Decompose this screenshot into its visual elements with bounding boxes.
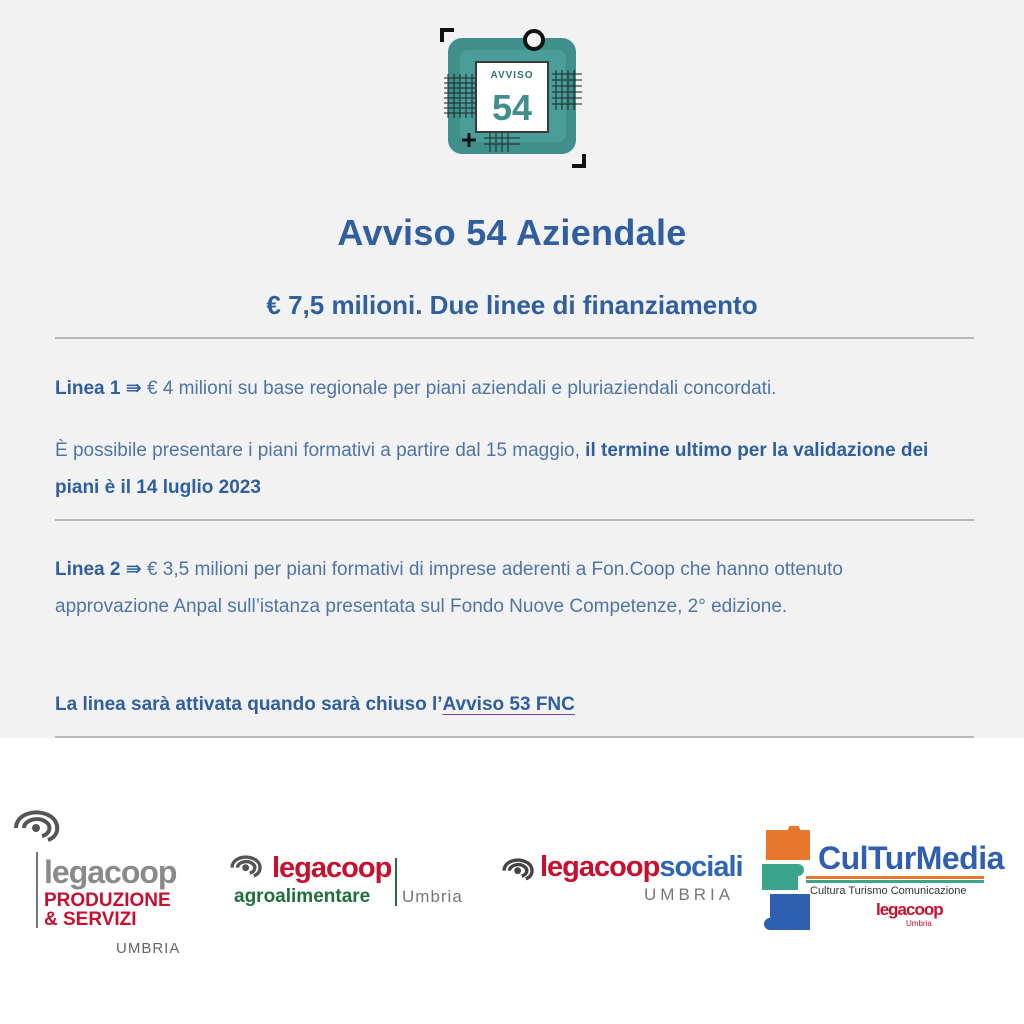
logo3-region: UMBRIA	[644, 885, 735, 904]
page-subtitle: € 7,5 milioni. Due linee di finanziamento	[266, 290, 758, 320]
avviso-54-logo	[440, 28, 586, 168]
divider	[55, 736, 974, 738]
logo4-stripe	[806, 880, 984, 883]
linea-1-text: € 4 milioni su base regionale per piani aziendali e pluriaziendali concordati.	[141, 378, 777, 399]
linea-2-text: € 3,5 milioni per piani formativi di imprese aderenti a Fon.Coop che hanno ottenuto approvazione Anpal sull’istanza presentata sul Fondo Nuove Competenze, 2° edizione.	[55, 559, 843, 617]
logo2-region: Umbria	[402, 887, 463, 906]
logo4-tagline: Cultura Turismo Comunicazione	[810, 885, 967, 897]
logo1-region: UMBRIA	[116, 940, 181, 957]
divider	[55, 519, 974, 521]
divider	[55, 337, 974, 339]
logo4-brand: legacoop	[876, 900, 943, 919]
badge-label: AVVISO	[490, 70, 534, 81]
logo3-brand: legacoop	[540, 851, 660, 883]
avviso-53-link[interactable]: Avviso 53 FNC	[442, 694, 575, 715]
linea-1-paragraph	[55, 370, 955, 407]
logo1-line2: & SERVIZI	[44, 909, 137, 930]
logo2-brand: legacoop	[272, 852, 392, 884]
logo4-region: Umbria	[906, 919, 932, 928]
activation-note	[55, 686, 955, 723]
logo4-name: CulTurMedia	[818, 840, 1004, 876]
legacoop-swirl-icon	[500, 855, 538, 885]
linea-1-label: Linea 1 ⇛	[55, 378, 142, 399]
submission-note	[55, 432, 955, 506]
linea-2-paragraph	[55, 551, 955, 625]
logo1-line1: PRODUZIONE	[44, 890, 171, 911]
page-title: Avviso 54 Aziendale	[337, 212, 687, 253]
legacoop-swirl-icon	[10, 806, 66, 848]
deadline-text: il termine ultimo per la validazione dei piani è il 14 luglio 2023	[55, 440, 929, 498]
activation-text: La linea sarà attivata quando sarà chiuso l’	[55, 694, 443, 715]
logo-divider	[395, 858, 397, 906]
logo3-sector: sociali	[659, 851, 743, 883]
logo1-brand: legacoop	[44, 854, 177, 890]
logo2-sector: agroalimentare	[234, 886, 371, 907]
badge-number: 54	[491, 87, 533, 128]
logo4-stripe	[806, 876, 984, 879]
logo3-wordmark	[540, 851, 743, 884]
logo-divider	[36, 852, 38, 928]
submission-note-text: È possibile presentare i piani formativi a partire dal 15 maggio,	[55, 440, 586, 461]
legacoop-swirl-icon	[228, 852, 266, 882]
linea-2-label: Linea 2 ⇛	[55, 559, 142, 580]
